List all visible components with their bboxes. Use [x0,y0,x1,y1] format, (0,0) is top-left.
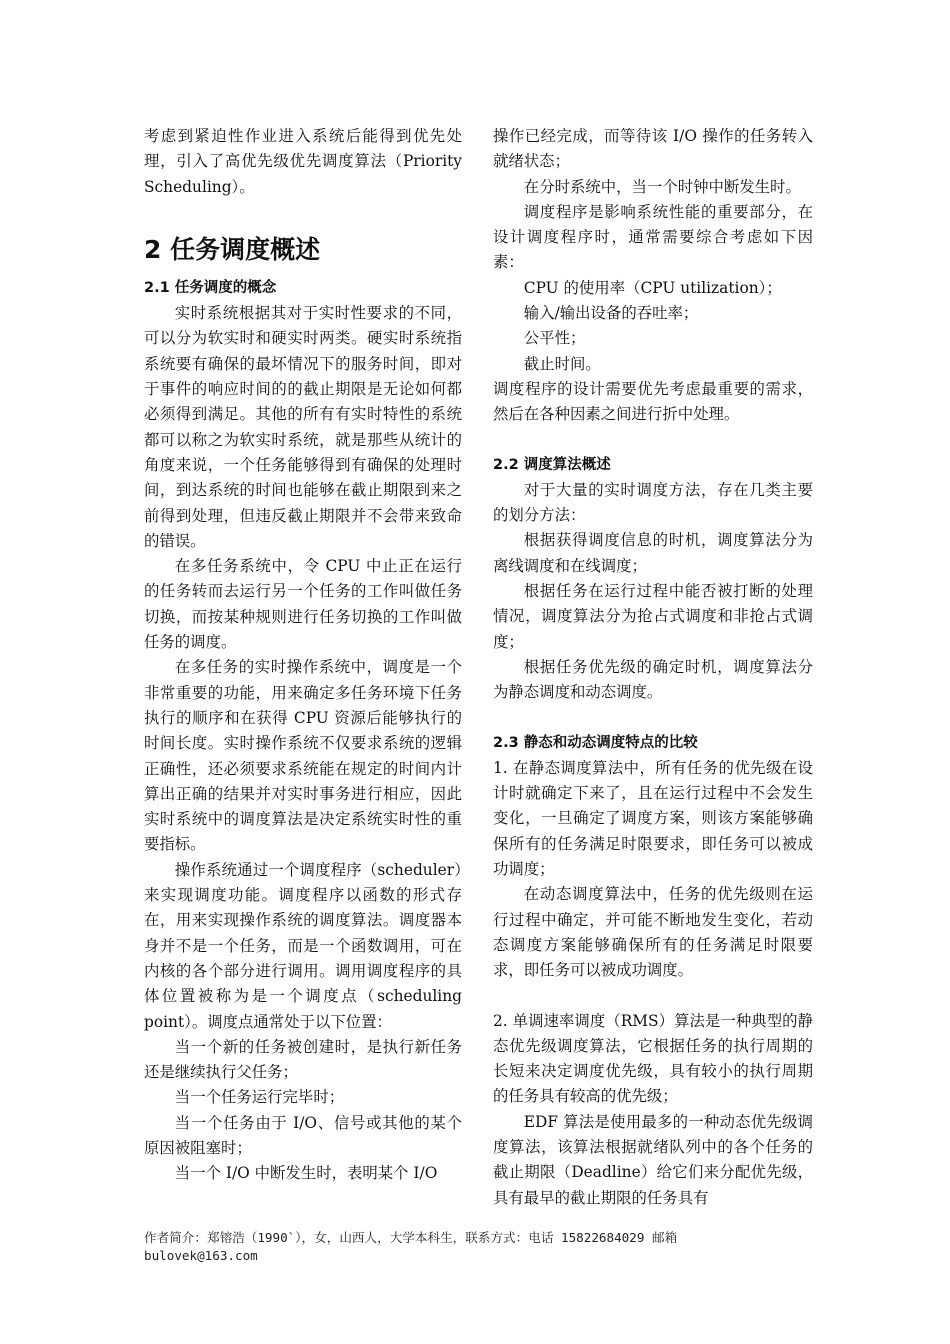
author-footnote [144,1229,804,1265]
footnote-email: bulovek@163.com [144,1248,258,1263]
spacer [493,984,813,1009]
list-item: 公平性； [523,329,586,348]
paragraph: 操作系统通过一个调度程序（scheduler）来实现调度功能。调度程序以函数的形式存在，用来实现操作系统的调度算法。调度器本身并不是一个任务，而是一个函数调用，可在内核的各个部分进行调用。调用调度程序的具体位置被称为是一个调度点（scheduling point）。调度点通常处于以下位置： [144,860,462,1031]
paragraph: 根据任务在运行过程中能否被打断的处理情况，调度算法分为抢占式调度和非抢占式调度； [493,582,813,651]
list-item: 输入/输出设备的吞吐率； [523,304,699,323]
right-column [493,124,813,1211]
paragraph: 调度程序的设计需要优先考虑最重要的需求，然后在各种因素之间进行折中处理。 [493,379,813,424]
spacer [493,706,813,731]
paragraph: 实时系统根据其对于实时性要求的不同，可以分为软实时和硬实时两类。硬实时系统指系统要有确保的最坏情况下的服务时间，即对于事件的响应时间的的截止期限是无论如何都必须得到满足。其他的所有有实时特性的系统都可以称之为软实时系统，就是那些从统计的角度来说，一个任务能够得到有确保的处理时间，到达系统的时间也能够在截止期限到来之前得到处理，但违反截止期限并不会带来致命的错误。 [144,304,462,550]
paragraph: 对于大量的实时调度方法，存在几类主要的划分方法： [493,480,813,525]
paragraph: 在多任务的实时操作系统中，调度是一个非常重要的功能，用来确定多任务环境下任务执行的顺序和在获得 CPU 资源后能够执行的时间长度。实时操作系统不仅要求系统的逻辑正确性，还必须要求系统能在规定的时间内计算出正确的结果并对实时事务进行相应，因此实时系统中的调度算法是决定系统实时性的重要指标。 [144,658,462,854]
list-item: CPU 的使用率（CPU utilization）； [523,278,782,297]
paragraph: EDF 算法是使用最多的一种动态优先级调度算法，该算法根据就绪队列中的各个任务的截止期限（Deadline）给它们来分配优先级，具有最早的截止期限的任务具有 [493,1112,813,1207]
paragraph: 操作已经完成，而等待该 I/O 操作的任务转入就绪状态； [493,127,813,171]
paragraph: 根据获得调度信息的时机，调度算法分为离线调度和在线调度； [493,531,813,575]
list-item: 当一个任务由于 I/O、信号或其他的某个原因被阻塞时； [144,1113,462,1157]
paragraph: 2. 单调速率调度（RMS）算法是一种典型的静态优先级调度算法，它根据任务的执行周期的长短来决定调度优先级，具有较小的执行周期的任务具有较高的优先级； [493,1011,813,1106]
paragraph: 在动态调度算法中，任务的优先级则在运行过程中确定，并可能不断地发生变化，若动态调度方案能够确保所有的任务满足时限要求，即任务可以被成功调度。 [493,885,813,980]
paragraph: 在多任务系统中，令 CPU 中止正在运行的任务转而去运行另一个任务的工作叫做任务切换，而按某种规则进行任务切换的工作叫做任务的调度。 [144,557,462,652]
subsection-heading: 2.2 调度算法概述 [493,456,611,473]
footnote-line: 作者简介：郑镕浩（1990`），女，山西人，大学本科生，联系方式：电话 15822684029 邮箱 [144,1230,678,1245]
paragraph: 1. 在静态调度算法中，所有任务的优先级在设计时就确定下来了，且在运行过程中不会发生变化，一旦确定了调度方案，则该方案能够确保所有的任务满足时限要求，即任务可以被成功调度； [493,758,813,879]
list-item: 当一个任务运行完毕时； [174,1088,345,1107]
spacer [493,428,813,453]
list-item: 当一个 I/O 中断发生时，表明某个 I/O [174,1164,438,1183]
subsection-heading: 2.3 静态和动态调度特点的比较 [493,734,698,751]
left-column [144,124,462,1187]
paragraph: 调度程序是影响系统性能的重要部分，在设计调度程序时，通常需要综合考虑如下因素： [493,202,813,272]
list-item: 当一个新的任务被创建时，是执行新任务还是继续执行父任务； [144,1037,462,1082]
paragraph: 考虑到紧迫性作业进入系统后能得到优先处理，引入了高优先级优先调度算法（Priority Scheduling）。 [144,127,462,196]
section-heading: 2 任务调度概述 [144,234,321,264]
list-item: 截止时间。 [523,354,601,373]
paragraph: 在分时系统中，当一个时钟中断发生时。 [523,177,801,196]
subsection-heading: 2.1 任务调度的概念 [144,279,277,296]
paragraph: 根据任务优先级的确定时机，调度算法分为静态调度和动态调度。 [493,657,813,702]
